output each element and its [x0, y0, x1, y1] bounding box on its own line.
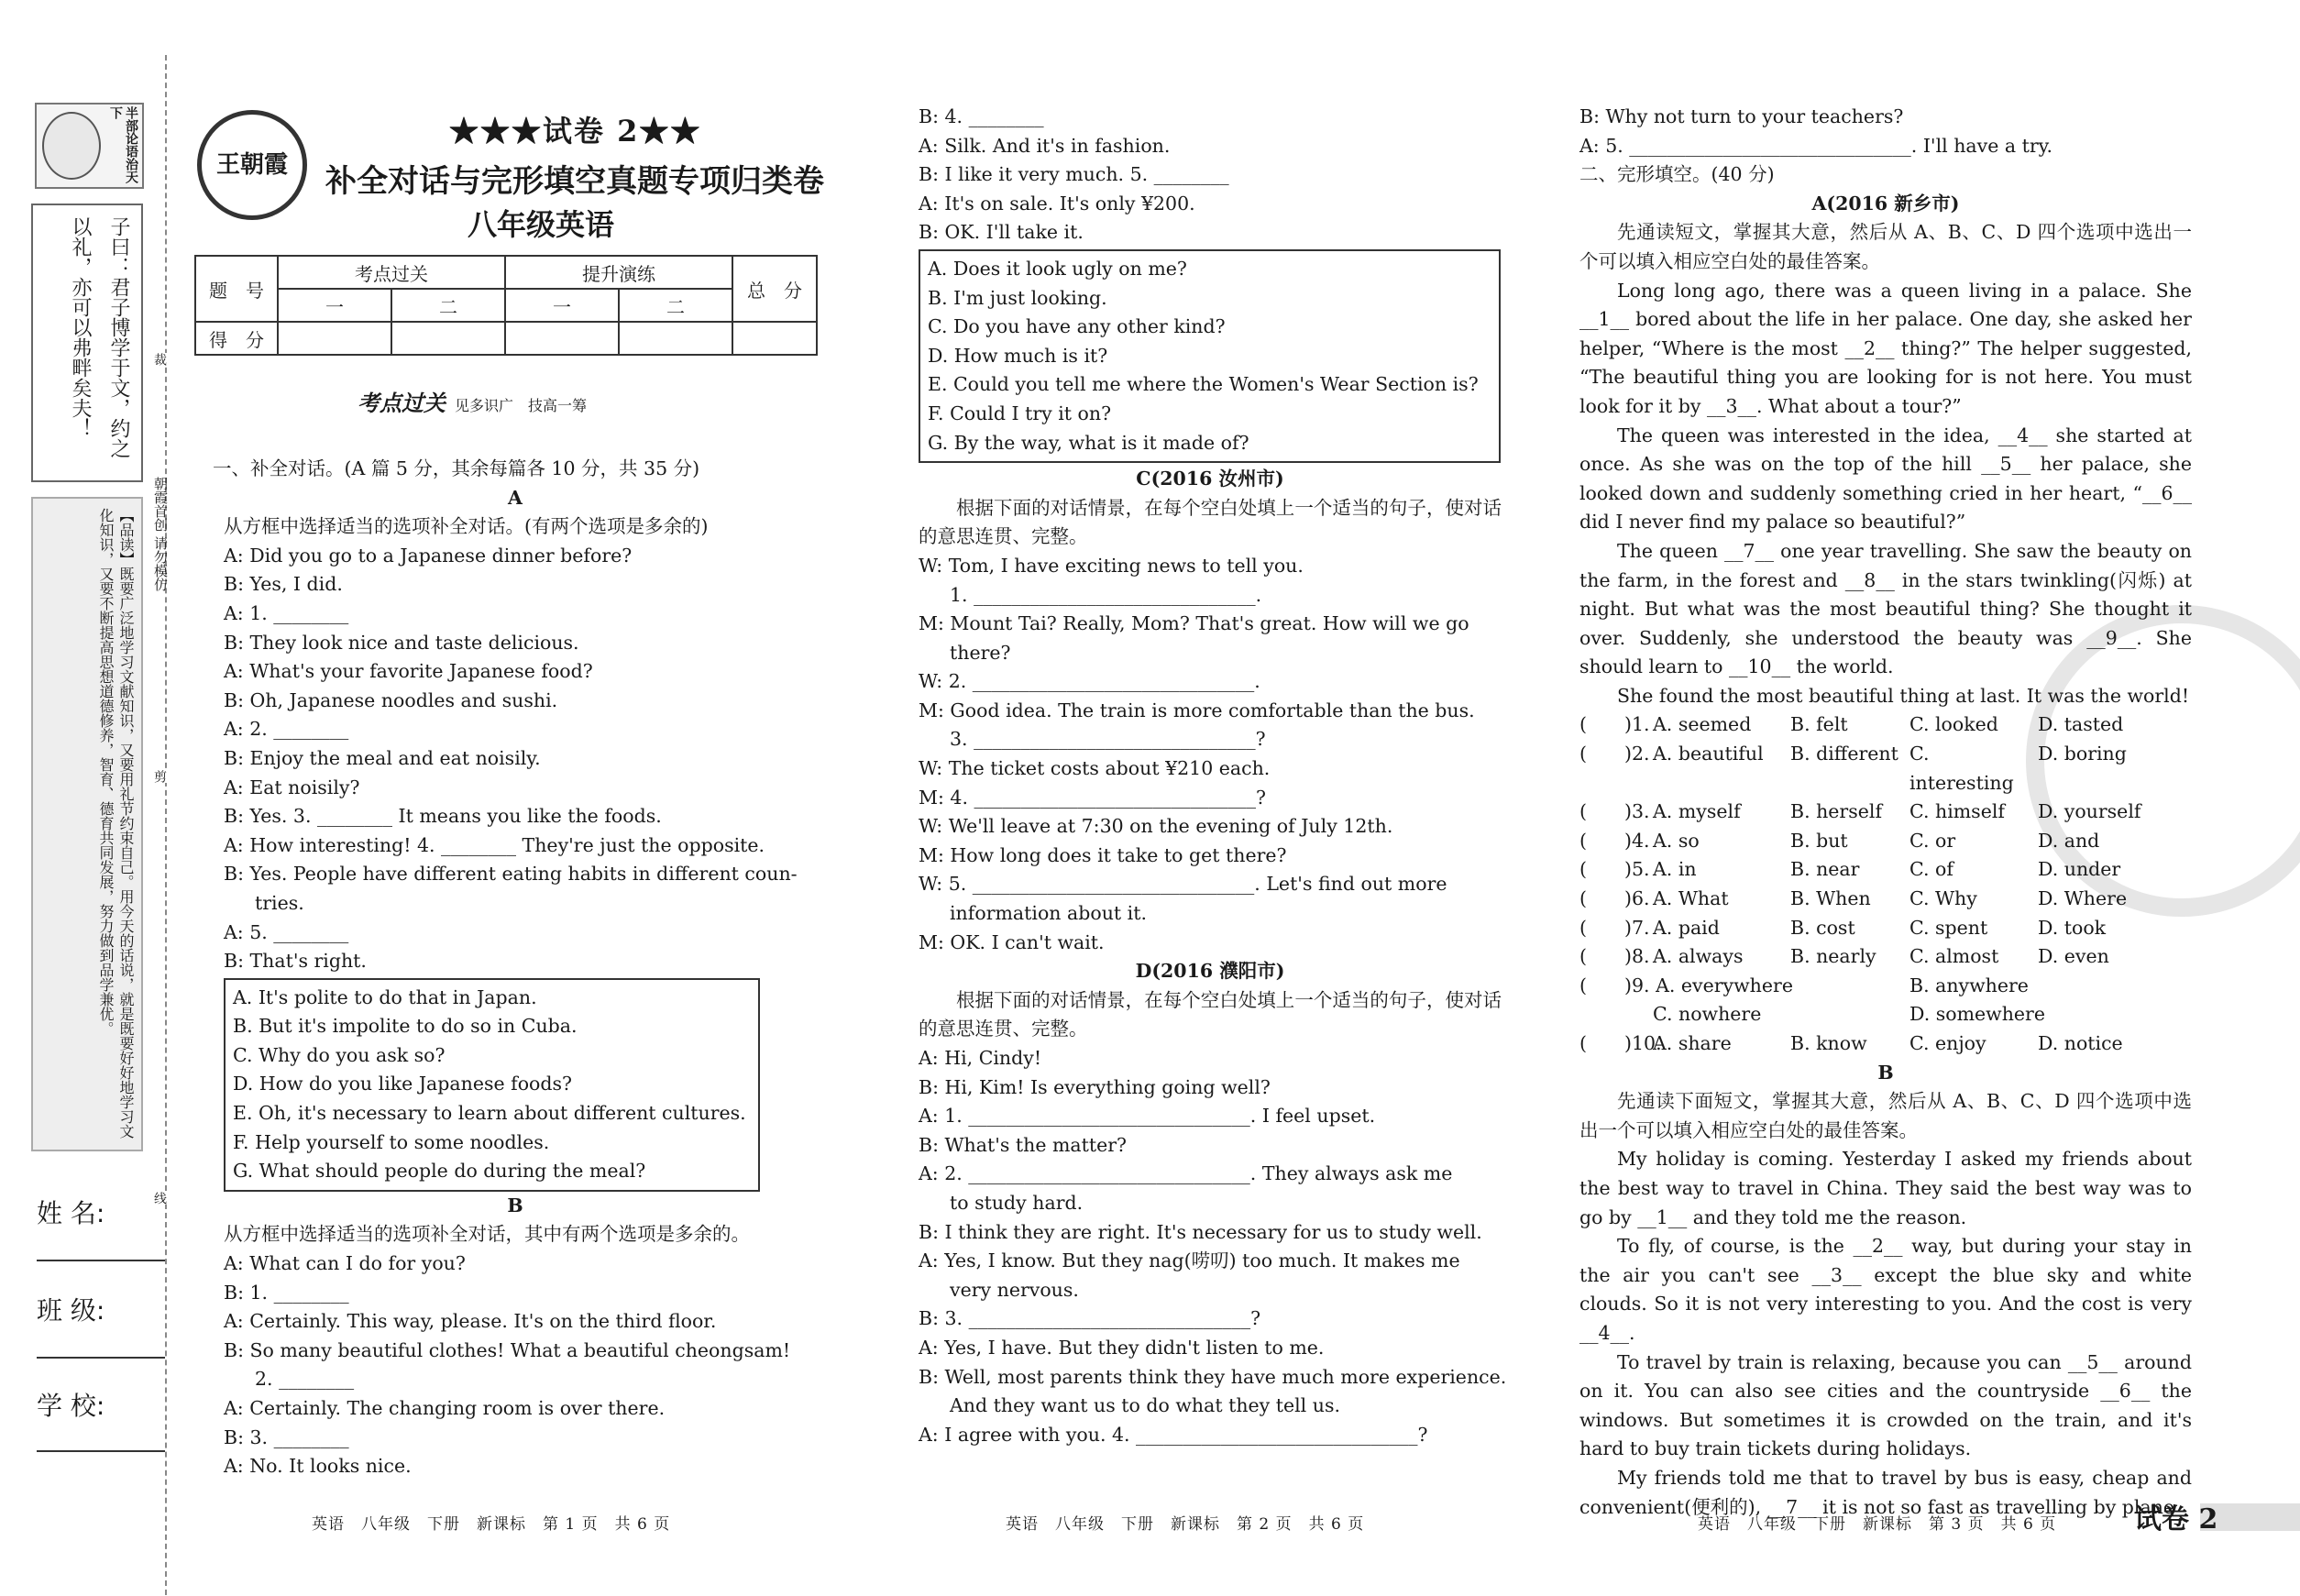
score-row-label: 得 分 [195, 322, 278, 355]
dialogue-line: A: Yes, I know. But they nag(唠叨) too much. It makes me [919, 1249, 1460, 1272]
answer-option[interactable]: D. under [2038, 858, 2121, 881]
passage-heading: A(2016 新乡市) [1811, 192, 1960, 215]
dialogue-line: B: Yes. 3. ________ It means you like the foods. [224, 805, 662, 828]
dialogue-line: A: What can I do for you? [224, 1252, 466, 1275]
quote-right: 子曰：君子博学于文，约之 [107, 216, 130, 458]
score-total-label: 总 分 [732, 256, 817, 322]
answer-option[interactable]: D. tasted [2038, 713, 2124, 736]
passage-paragraph: My friends told me that to travel by bus is easy, cheap and convenient(便利的), __7__ it is not so fast as travelling by plane [1579, 1466, 2192, 1518]
dialogue-line: A: Did you go to a Japanese dinner before? [224, 544, 633, 567]
answer-option[interactable]: D. yourself [2038, 800, 2141, 823]
dialogue-line: 3. ______________________________? [950, 728, 1266, 751]
dialogue-b-continued [919, 103, 1502, 248]
dialogue-line: A: Yes, I have. But they didn't listen to me. [919, 1336, 1325, 1359]
mcq-item [1579, 710, 2192, 740]
passage-heading: D(2016 濮阳市) [1135, 960, 1285, 983]
option-item: D. How do you like Japanese foods? [233, 1073, 573, 1095]
passage-heading: A [508, 486, 523, 509]
answer-option[interactable]: D. and [2038, 829, 2100, 852]
mcq-item [1579, 885, 2192, 914]
dialogue-line: there? [950, 641, 1011, 664]
option-item: E. Oh, it's necessary to learn about different cultures. [233, 1102, 746, 1125]
answer-option[interactable]: B. felt [1790, 713, 1848, 736]
section-heading: 二、完形填空。(40 分) [1579, 163, 1775, 186]
column-2 [919, 103, 1507, 1449]
dialogue-line: A: 1. ______________________________. I feel upset. [919, 1105, 1376, 1128]
dialogue-b [224, 1249, 807, 1481]
dialogue-line: A: Hi, Cindy! [919, 1047, 1042, 1069]
name-field[interactable] [37, 1260, 165, 1261]
dialogue-line: A: It's on sale. It's only ¥200. [919, 192, 1195, 215]
options-box-b [919, 249, 1501, 463]
question-number: ( )2. [1579, 743, 1650, 765]
score-sub-1: 一 [278, 289, 391, 322]
answer-option[interactable]: C. of [1909, 858, 1953, 881]
dialogue-line: B: Hi, Kim! Is everything going well? [919, 1075, 1271, 1098]
answer-option[interactable]: C. interesting [1909, 743, 2014, 794]
footer-page-1: 英语 八年级 下册 新课标 第 1 页 共 6 页 [312, 1515, 671, 1534]
answer-option[interactable]: B. but [1790, 829, 1848, 852]
dialogue-line: B: 4. ________ [919, 105, 1044, 127]
answer-option[interactable]: B. near [1790, 858, 1860, 881]
name-label: 姓 名: [37, 1198, 105, 1228]
score-group-2: 提升演练 [505, 256, 732, 289]
mcq-item [1579, 740, 2192, 798]
dialogue-line: A: No. It looks nice. [224, 1455, 412, 1478]
dialogue-line: B: I like it very much. 5. ________ [919, 163, 1229, 186]
answer-option[interactable]: C. looked [1909, 713, 1998, 736]
confucius-illustration [42, 112, 101, 180]
mcq-item [1579, 914, 2192, 943]
answer-option[interactable]: D. even [2038, 945, 2109, 968]
passage-heading: B [507, 1194, 523, 1216]
option-item: G. What should people do during the meal? [233, 1160, 646, 1183]
option-item: F. Could I try it on? [928, 402, 1112, 424]
dialogue-line: W: Tom, I have exciting news to tell you. [919, 554, 1304, 577]
score-header-label: 题 号 [195, 256, 278, 322]
mcq-item [1579, 798, 2192, 827]
question-number: ( )7. [1579, 916, 1650, 939]
question-number: ( )5. [1579, 858, 1650, 881]
answer-option[interactable]: A. paid [1653, 916, 1720, 939]
score-sub-2: 二 [391, 289, 505, 322]
dialogue-line: B: Why not turn to your teachers? [1579, 105, 1904, 127]
page-title: 补全对话与完形填空真题专项归类卷 [325, 163, 824, 200]
dialogue-line: A: Eat noisily? [224, 776, 360, 798]
cut-mark-1: 裁 [152, 353, 167, 366]
answer-option[interactable]: B. different [1790, 743, 1898, 765]
dialogue-line: M: OK. I can't wait. [919, 930, 1105, 953]
test-number: ★★★试卷 2★★ [449, 114, 702, 149]
option-item: B. But it's impolite to do so in Cuba. [233, 1015, 578, 1038]
dialogue-line: B: 3. ________ [224, 1425, 349, 1448]
dialogue-line: A: How interesting! 4. ________ They're just the opposite. [224, 833, 765, 856]
option-item: C. Why do you ask so? [233, 1043, 446, 1066]
instruction: 根据下面的对话情景，在每个空白处填上一个适当的句子，使对话的意思连贯、完整。 [919, 988, 1502, 1040]
mcq-item: C. nowhere D. somewhere [1653, 1003, 2045, 1026]
page-subtitle: 八年级英语 [468, 207, 615, 242]
cloze-passage-b [1579, 1145, 2192, 1522]
cut-mark-3: 线 [152, 1192, 167, 1205]
passage-paragraph: The queen __7__ one year travelling. She saw the beauty on the farm, in the forest and __8__ in the stars twinkling(闪烁) at night. But what was the most beautiful thing? She thought it over. Suddenly, she understood the beauty was __9__. She should learn to __10__ the world. [1579, 539, 2192, 678]
dialogue-line: B: 1. ________ [224, 1281, 349, 1304]
dialogue-line: A: Certainly. This way, please. It's on the third floor. [224, 1310, 717, 1333]
score-cell[interactable] [505, 322, 619, 355]
answer-option[interactable]: D. boring [2038, 743, 2127, 765]
question-number: ( )4. [1579, 829, 1650, 852]
dialogue-c [919, 552, 1502, 957]
dialogue-line: B: Enjoy the meal and eat noisily. [224, 746, 541, 769]
answer-option[interactable]: B. nearly [1790, 945, 1876, 968]
dialogue-line: B: They look nice and taste delicious. [224, 631, 579, 654]
corner-test-label: 试卷 2 [2134, 1503, 2218, 1535]
score-sub-4: 二 [619, 289, 732, 322]
dialogue-d [919, 1044, 1507, 1449]
instruction: 根据下面的对话情景，在每个空白处填上一个适当的句子，使对话的意思连贯、完整。 [919, 496, 1502, 548]
answer-option[interactable]: C. spent [1909, 916, 1988, 939]
score-cell[interactable] [619, 322, 732, 355]
dialogue-line: B: That's right. [224, 950, 367, 973]
copyright-note: 朝霞首创 请勿模仿 [152, 477, 169, 591]
binding-strip [28, 103, 147, 1588]
mcq-item [1579, 942, 2192, 972]
dialogue-line: A: Silk. And it's in fashion. [919, 134, 1171, 157]
dialogue-line: B: Well, most parents think they have much more experience. [919, 1365, 1507, 1388]
passage-paragraph: My holiday is coming. Yesterday I asked my friends about the best way to travel in China. They said the best way was to go by __1__ and they told me the reason. [1579, 1148, 2192, 1228]
column-3 [1579, 103, 2192, 1522]
answer-option[interactable]: C. or [1909, 829, 1956, 852]
dialogue-line: W: We'll leave at 7:30 on the evening of July 12th. [919, 815, 1393, 838]
answer-option[interactable]: A. always [1653, 945, 1744, 968]
quote-left: 以礼，亦可以弗畔矣夫！ [69, 216, 92, 438]
class-label: 班 级: [37, 1295, 105, 1326]
answer-option[interactable]: B. When [1790, 887, 1871, 910]
school-label: 学 校: [37, 1391, 105, 1421]
column-1 [213, 455, 807, 1481]
dialogue-line: A: 2. ______________________________. They always ask me [919, 1162, 1453, 1185]
answer-option[interactable]: C. himself [1909, 800, 2005, 823]
dialogue-line: A: 5. ______________________________. I'll have a try. [1579, 134, 2053, 157]
option-item: D. How much is it? [928, 344, 1108, 367]
school-field[interactable] [37, 1450, 165, 1452]
option-item: A. Does it look ugly on me? [928, 257, 1187, 280]
dialogue-line: And they want us to do what they tell us. [950, 1394, 1340, 1417]
mcq-item: ( )10. A. share B. know C. enjoy D. notice [1579, 1032, 2123, 1054]
mcq-list [1579, 710, 2192, 971]
instruction: 从方框中选择适当的选项补全对话，其中有两个选项是多余的。 [224, 1223, 750, 1246]
dialogue-line: B: So many beautiful clothes! What a beautiful cheongsam! [224, 1338, 791, 1361]
option-item: A. It's polite to do that in Japan. [233, 985, 537, 1008]
dialogue-line: A: Certainly. The changing room is over there. [224, 1397, 666, 1419]
dialogue-line: B: Oh, Japanese noodles and sushi. [224, 688, 558, 711]
section-banner: 考点过关 见多识广 技高一筹 [358, 390, 588, 416]
option-item: B. I'm just looking. [928, 286, 1107, 309]
motto-side-text: 半部论语治天下 [108, 106, 138, 183]
motto-box [35, 103, 144, 189]
dialogue-line: tries. [255, 891, 304, 914]
dialogue-line: very nervous. [950, 1278, 1079, 1301]
dialogue-line: B: I think they are right. It's necessary for us to study well. [919, 1220, 1482, 1243]
dialogue-line: M: 4. ______________________________? [919, 786, 1266, 809]
class-field[interactable] [37, 1357, 165, 1359]
passage-paragraph: The queen was interested in the idea, __4__ she started at once. As she was on the top of the hill __5__ her palace, she looked down and suddenly something cried in her heart, “__6__ did I never find my palace so beautiful?” [1579, 424, 2192, 534]
dialogue-d-continued [1579, 103, 2192, 160]
answer-option[interactable]: D. Where [2038, 887, 2128, 910]
answer-option[interactable]: A. myself [1653, 800, 1741, 823]
score-cell[interactable] [732, 322, 817, 355]
cloze-passage-a [1579, 277, 2192, 711]
pindu-box [31, 497, 143, 1151]
question-number: ( )3. [1579, 800, 1650, 823]
dialogue-line: to study hard. [950, 1191, 1084, 1214]
dialogue-line: A: 1. ________ [224, 601, 349, 624]
instruction: 先通读短文，掌握其大意，然后从 A、B、C、D 四个选项中选出一个可以填入相应空白处的最佳答案。 [1579, 221, 2192, 272]
answer-option[interactable]: B. cost [1790, 916, 1855, 939]
score-group-1: 考点过关 [278, 256, 505, 289]
dialogue-line: B: OK. I'll take it. [919, 221, 1084, 244]
mcq-item [1579, 855, 2192, 885]
question-number: ( )8. [1579, 945, 1650, 968]
dialogue-line: A: 5. ________ [224, 920, 349, 943]
answer-option[interactable]: A. beautiful [1653, 743, 1764, 765]
dialogue-line: B: Yes. People have different eating habits in different coun- [224, 863, 798, 886]
dialogue-line: M: Mount Tai? Really, Mom? That's great. How will we go [919, 612, 1469, 635]
dialogue-line: B: What's the matter? [919, 1133, 1128, 1156]
answer-option[interactable]: B. herself [1790, 800, 1883, 823]
dialogue-line: M: Good idea. The train is more comfortable than the bus. [919, 699, 1475, 721]
dialogue-line: A: 2. ________ [224, 718, 349, 741]
passage-paragraph: To fly, of course, is the __2__ way, but during your stay in the air you can't see __3__ except the blue sky and white clouds. So it is not very interesting to you. And the cost is very __4__. [1579, 1235, 2192, 1344]
answer-option[interactable]: A. seemed [1653, 713, 1752, 736]
dialogue-a [224, 542, 807, 976]
passage-heading: C(2016 汝州市) [1136, 468, 1284, 490]
option-item: E. Could you tell me where the Women's Wear Section is? [928, 373, 1479, 396]
dialogue-line: 2. ________ [255, 1368, 355, 1391]
mcq-item [1579, 827, 2192, 856]
quote-box [31, 204, 143, 482]
dialogue-line: W: The ticket costs about ¥210 each. [919, 757, 1271, 780]
dialogue-line: M: How long does it take to get there? [919, 843, 1287, 866]
score-cell[interactable] [278, 322, 391, 355]
score-sub-3: 一 [505, 289, 619, 322]
answer-option[interactable]: C. almost [1909, 945, 1999, 968]
pindu-text: 【品读】既要广泛地学习文献知识，又要用礼节约束自己。用今天的话说，就是既要好好地学习文化知识，又要不断提高思想道德修养，智育、德育共同发展，努力做到品学兼优。 [97, 508, 135, 1139]
option-item: F. Help yourself to some noodles. [233, 1130, 550, 1153]
dialogue-line: W: 2. ______________________________. [919, 670, 1260, 693]
cut-mark-2: 剪 [152, 770, 167, 783]
question-number: ( )1. [1579, 713, 1650, 736]
brand-logo: 王朝霞 [197, 110, 307, 220]
answer-option[interactable]: C. Why [1909, 887, 1977, 910]
dialogue-line: W: 5. ______________________________. Let's find out more [919, 873, 1447, 896]
cut-line [165, 55, 167, 1595]
dialogue-line: information about it. [950, 902, 1147, 925]
dialogue-line: B: Yes, I did. [224, 573, 343, 596]
dialogue-line: A: I agree with you. 4. ______________________________? [919, 1423, 1428, 1446]
option-item: C. Do you have any other kind? [928, 315, 1226, 338]
question-number: ( )6. [1579, 887, 1650, 910]
passage-paragraph: Long long ago, there was a queen living in a palace. She __1__ bored about the life in her palace. One day, she asked her helper, “Where is the most __2__ thing?” The helper suggested, “The beautiful thing you are looking for is not here. You must look for it by __3__. What about a tour?” [1579, 279, 2192, 417]
answer-option[interactable]: A. What [1653, 887, 1729, 910]
score-cell[interactable] [391, 322, 505, 355]
passage-paragraph: To travel by train is relaxing, because you can __5__ around on it. You can also see cities and the countryside __6__ the windows. But sometimes it is crowded on the train, and it's hard to buy train tickets during holidays. [1579, 1350, 2192, 1460]
mcq-item: ( )9. A. everywhere B. anywhere [1579, 974, 2029, 996]
answer-option[interactable]: A. so [1653, 829, 1700, 852]
dialogue-line: 1. ______________________________. [950, 583, 1262, 606]
section-heading: 一、补全对话。(A 篇 5 分，其余每篇各 10 分，共 35 分) [213, 457, 700, 479]
score-table [194, 255, 818, 356]
passage-paragraph: She found the most beautiful thing at last. It was the world! [1617, 684, 2190, 707]
passage-heading: B [1877, 1061, 1894, 1084]
instruction: 先通读下面短文，掌握其大意，然后从 A、B、C、D 四个选项中选出一个可以填入相应空白处的最佳答案。 [1579, 1090, 2192, 1141]
instruction: 从方框中选择适当的选项补全对话。(有两个选项是多余的) [224, 515, 709, 538]
option-item: G. By the way, what is it made of? [928, 431, 1249, 454]
options-box-a [224, 978, 760, 1192]
footer-page-2: 英语 八年级 下册 新课标 第 2 页 共 6 页 [1006, 1515, 1365, 1534]
answer-option[interactable]: D. took [2038, 916, 2107, 939]
answer-option[interactable]: A. in [1653, 858, 1697, 881]
dialogue-line: B: 3. ______________________________? [919, 1307, 1261, 1330]
dialogue-line: A: What's your favorite Japanese food? [224, 660, 593, 683]
footer-page-3: 英语 八年级 下册 新课标 第 3 页 共 6 页 [1698, 1515, 2057, 1534]
